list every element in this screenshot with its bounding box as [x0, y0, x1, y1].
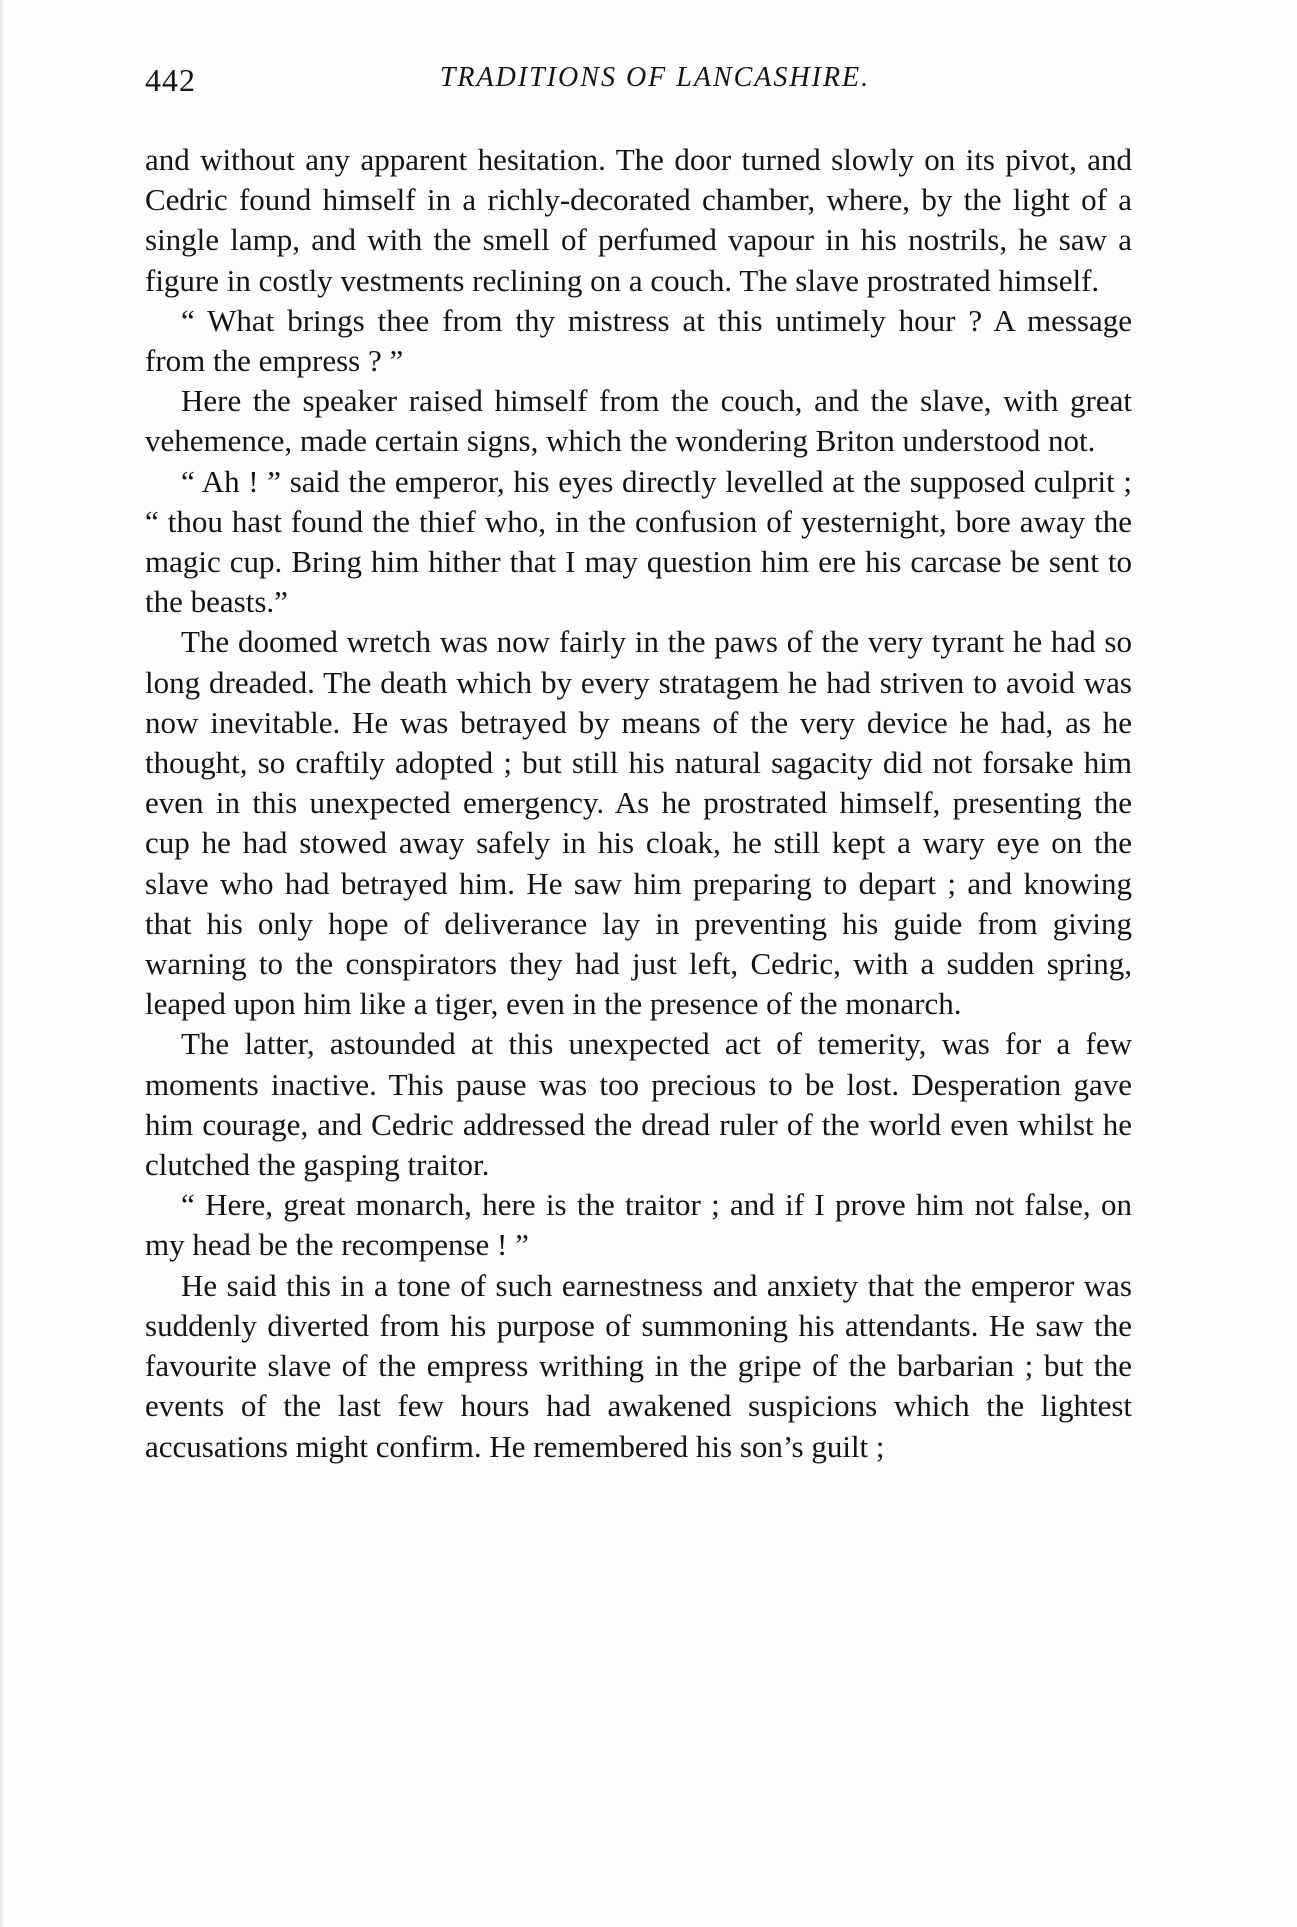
page-number: 442 — [145, 62, 196, 98]
page-gutter-edge — [0, 0, 4, 1927]
running-title: TRADITIONS OF LANCASHIRE. — [439, 62, 871, 93]
page-header — [145, 62, 1125, 112]
paragraph: The latter, astounded at this unexpected act of temerity, was for a few moments inactive. This pause was too precious to be lost. Desperation gave him courage, and Cedric addressed the dread ruler of the world even whilst he clutched the gasping traitor. — [145, 1026, 1132, 1183]
paragraph: He said this in a tone of such earnestness and anxiety that the emperor was suddenly diverted from his purpose of summoning his attendants. He saw the favourite slave of the empress writhing in the gripe of the barbarian ; but the events of the last few hours had awakened suspicions which the lightest accusations might confirm. He remembered his son’s guilt ; — [145, 1267, 1132, 1464]
paragraph: The doomed wretch was now fairly in the paws of the very tyrant he had so long dreaded. The death which by every stratagem he had striven to avoid was now inevitable. He was betrayed by means of the very device he had, as he thought, so craftily adopted ; but still his natural sagacity did not forsake him even in this unexpected emergency. As he prostrated himself, presenting the cup he had stowed away safely in his cloak, he still kept a wary eye on the slave who had betrayed him. He saw him preparing to depart ; and knowing that his only hope of deliverance lay in preventing his guide from giving warning to the conspirators they had just left, Cedric, with a sudden spring, leaped upon him like a tiger, even in the presence of the monarch. — [145, 624, 1132, 1022]
paragraph: Here the speaker raised himself from the couch, and the slave, with great vehemence, made certain signs, which the wondering Briton understood not. — [145, 383, 1132, 459]
paragraph: and without any apparent hesitation. The door turned slowly on its pivot, and Cedric found himself in a richly-decorated chamber, where, by the light of a single lamp, and with the smell of perfumed vapour in his nostrils, he saw a figure in costly vestments reclining on a couch. The slave prostrated himself. — [145, 142, 1132, 298]
paragraph: “ Ah ! ” said the emperor, his eyes directly levelled at the supposed culprit ; “ thou hast found the thief who, in the confusion of yesternight, bore away the magic cup. Bring him hither that I may question him ere his carcase be sent to the beasts.” — [145, 463, 1132, 620]
body-text — [145, 140, 1132, 1467]
paragraph: “ What brings thee from thy mistress at this untimely hour ? A message from the empress ? ” — [145, 302, 1132, 379]
paragraph: “ Here, great monarch, here is the traitor ; and if I prove him not false, on my head be the recompense ! ” — [145, 1187, 1132, 1263]
